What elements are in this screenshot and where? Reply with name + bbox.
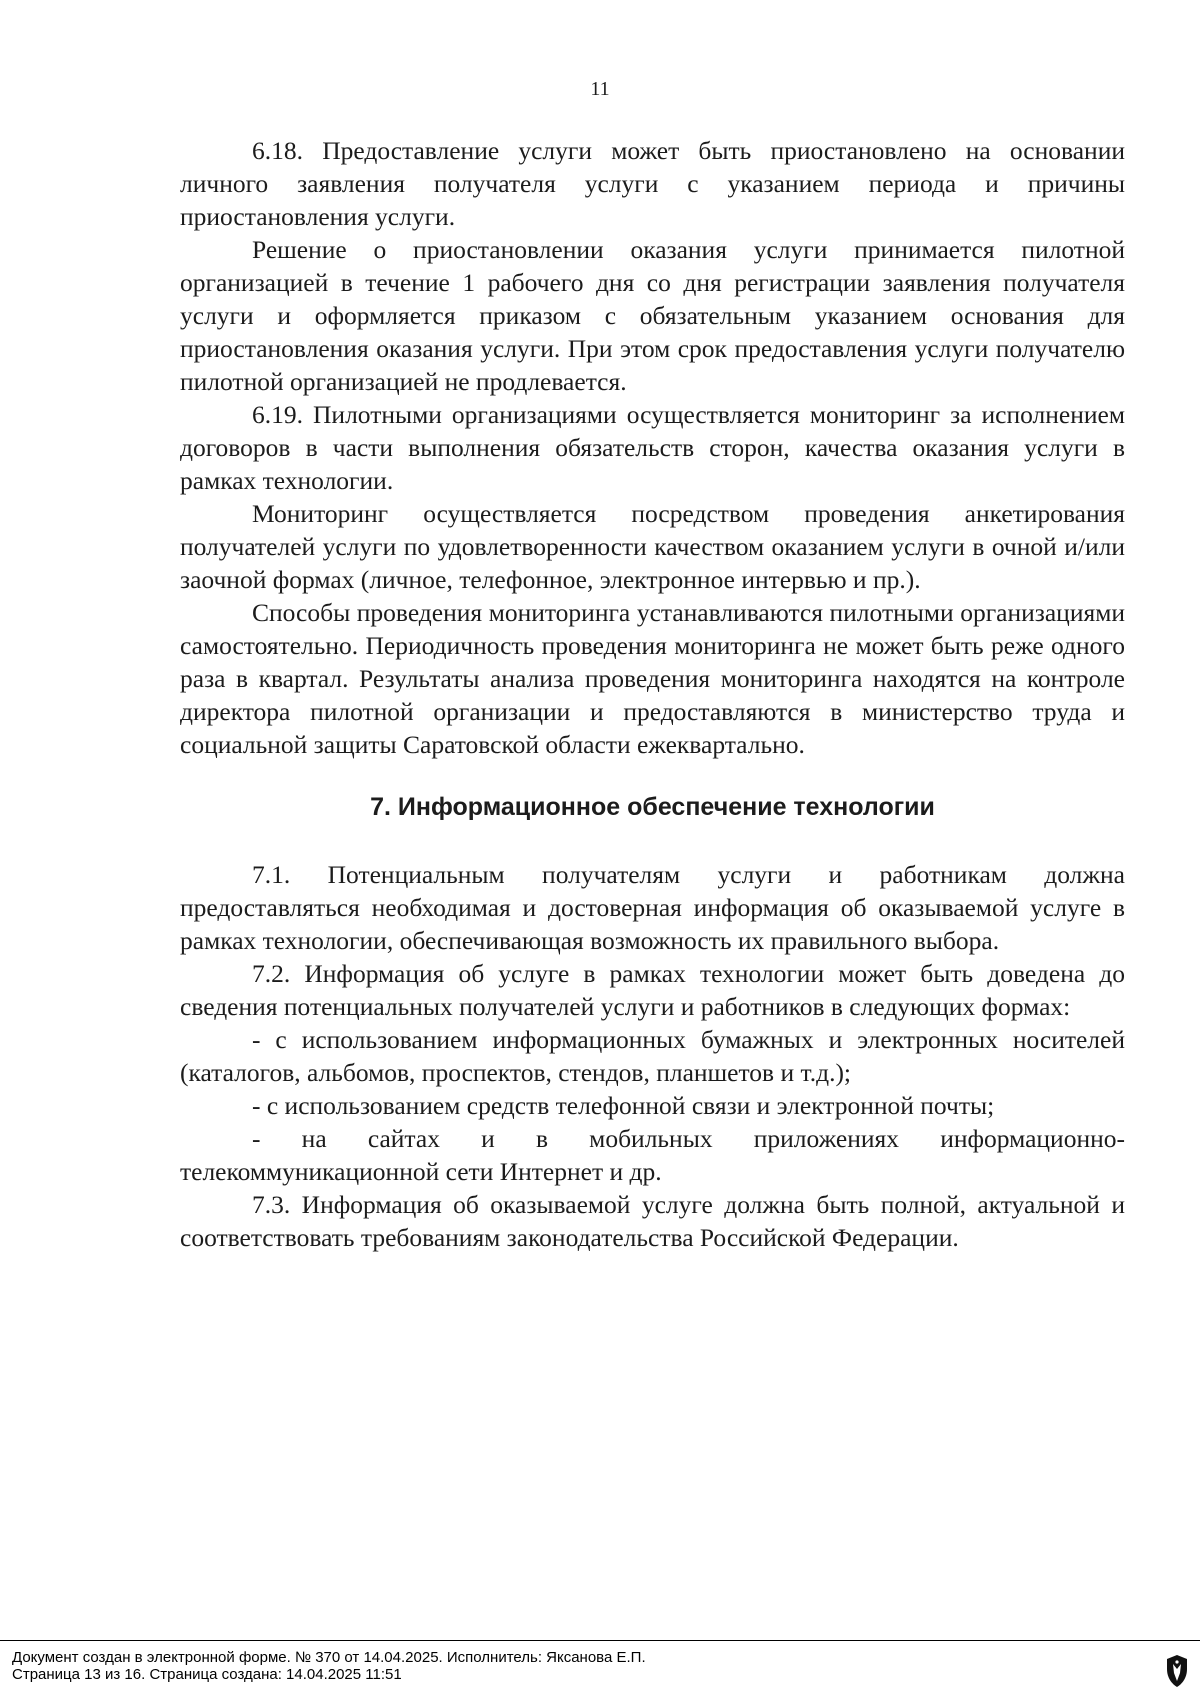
footer-line-1: Документ создан в электронной форме. № 370 от 14.04.2025. Исполнитель: Яксанова Е.П. [12,1649,646,1666]
paragraph-suspension-decision: Решение о приостановлении оказания услуги принимается пилотной организацией в течение 1 рабочего дня со дня регистрации заявления получателя услуги и оформляется приказом с обязательным указанием основания для приостановления оказания услуги. При этом срок предоставления услуги получателю пилотной организацией не продлевается. [180,235,1125,396]
section-heading: 7. Информационное обеспечение технологии [370,793,935,821]
list-item-media: - с использованием информационных бумажных и электронных носителей (каталогов, альбомов, проспектов, стендов, планшетов и т.д.); [180,1025,1125,1087]
list-item-websites: - на сайтах и в мобильных приложениях информационно-телекоммуникационной сети Интернет и др. [180,1124,1125,1186]
paragraph-monitoring-survey: Мониторинг осуществляется посредством проведения анкетирования получателей услуги по удовлетворенности качеством оказанием услуги в очной и/или заочной формах (личное, телефонное, электронное интервью и пр.). [180,499,1125,594]
document-body [180,134,1125,1254]
paragraph-6-19: 6.19. Пилотными организациями осуществляется мониторинг за исполнением договоров в части выполнения обязательств сторон, качества оказания услуги в рамках технологии. [180,400,1125,495]
paragraph-7-1: 7.1. Потенциальным получателям услуги и работникам должна предоставляться необходимая и достоверная информация об оказываемой услуге в рамках технологии, обеспечивающая возможность их правильного выбора. [180,860,1125,955]
list-item-phone-email: - с использованием средств телефонной связи и электронной почты; [252,1091,995,1120]
paragraph-7-2: 7.2. Информация об услуге в рамках технологии может быть доведена до сведения потенциальных получателей услуги и работников в следующих формах: [180,959,1125,1021]
document-footer [0,1640,1200,1699]
coat-of-arms-icon [1164,1653,1190,1689]
paragraph-monitoring-methods: Способы проведения мониторинга устанавливаются пилотными организациями самостоятельно. Периодичность проведения мониторинга не может быть реже одного раза в квартал. Результаты анализа проведения мониторинга находятся на контроле директора пилотной организации и предоставляются в министерство труда и социальной защиты Саратовской области ежеквартально. [180,598,1125,759]
paragraph-6-18: 6.18. Предоставление услуги может быть приостановлено на основании личного заявления получателя услуги с указанием периода и причины приостановления услуги. [180,136,1125,231]
footer-text [12,1649,646,1683]
page-number: 11 [590,78,610,100]
paragraph-7-3: 7.3. Информация об оказываемой услуге должна быть полной, актуальной и соответствовать требованиям законодательства Российской Федерации. [180,1190,1125,1252]
footer-line-2: Страница 13 из 16. Страница создана: 14.04.2025 11:51 [12,1666,402,1683]
